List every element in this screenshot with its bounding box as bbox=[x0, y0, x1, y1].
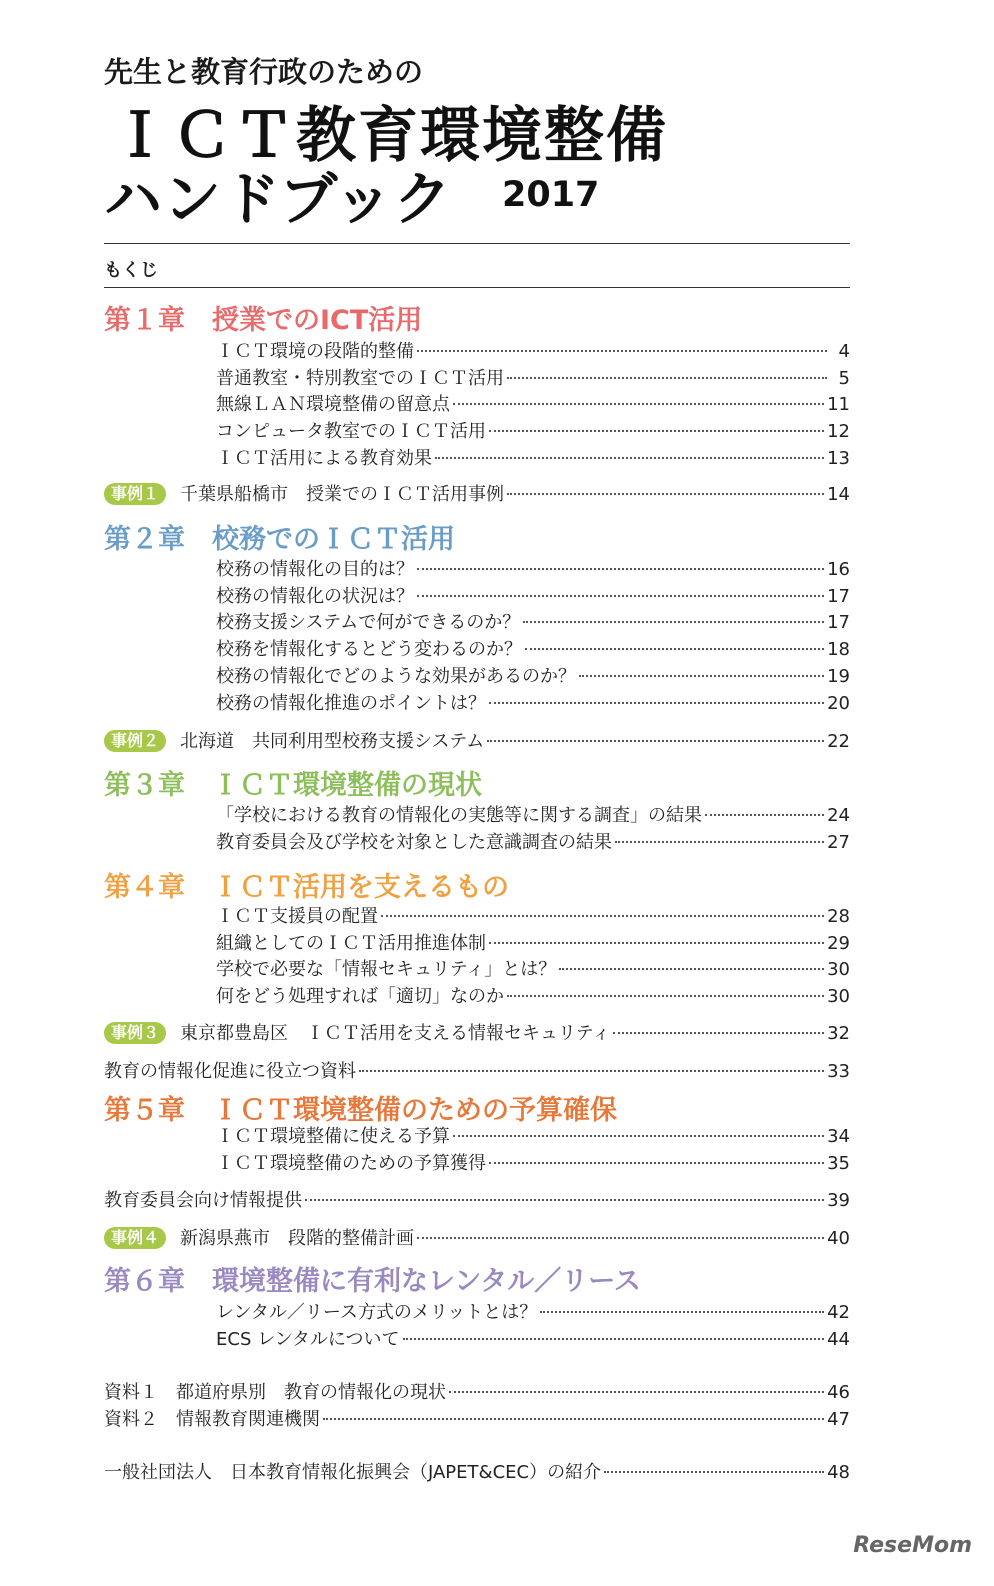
entry-page: 34 bbox=[827, 1126, 850, 1147]
toc-label: もくじ bbox=[104, 260, 158, 281]
leader-dots bbox=[705, 814, 824, 816]
toc-entry[interactable] bbox=[216, 1122, 850, 1148]
leader-dots bbox=[417, 350, 827, 352]
chapter-number: 第１章 bbox=[104, 305, 185, 336]
entry-title: ＩＣＴ環境整備のための予算獲得 bbox=[216, 1153, 486, 1174]
leader-dots bbox=[489, 702, 824, 704]
leader-dots bbox=[507, 493, 824, 495]
toc-entry[interactable] bbox=[216, 608, 850, 634]
case-badge: 事例２ bbox=[104, 730, 166, 752]
leader-dots bbox=[489, 942, 824, 944]
entry-title: 資料２ 情報教育関連機関 bbox=[104, 1409, 320, 1430]
chapter-title: 校務でのＩＣＴ活用 bbox=[212, 524, 455, 555]
chapter-number: 第２章 bbox=[104, 524, 185, 555]
entry-page: 39 bbox=[827, 1190, 850, 1211]
toc-entry[interactable] bbox=[216, 635, 850, 661]
toc-entry[interactable] bbox=[104, 1405, 850, 1431]
toc-entry[interactable] bbox=[216, 417, 850, 443]
toc-entry[interactable] bbox=[216, 801, 850, 827]
chapter-title: 授業でのICT活用 bbox=[212, 305, 423, 336]
chapter-number: 第３章 bbox=[104, 770, 185, 801]
edition-year: 2017 bbox=[502, 175, 600, 215]
toc-entry[interactable] bbox=[216, 390, 850, 416]
entry-page: 48 bbox=[827, 1462, 850, 1483]
chapter-number: 第５章 bbox=[104, 1095, 185, 1126]
leader-dots bbox=[525, 648, 824, 650]
chapter-2-heading bbox=[104, 517, 455, 556]
entry-title: 教育委員会向け情報提供 bbox=[104, 1190, 302, 1211]
entry-title: ＩＣＴ活用による教育効果 bbox=[216, 448, 432, 469]
entry-page: 32 bbox=[827, 1023, 850, 1044]
entry-title: 校務支援システムで何ができるのか？ bbox=[216, 612, 521, 633]
leader-dots bbox=[305, 1199, 824, 1201]
leader-dots bbox=[487, 740, 824, 742]
leader-dots bbox=[323, 1418, 824, 1420]
entry-title: 北海道 共同利用型校務支援システム bbox=[180, 731, 485, 752]
resemom-logo: ReseMom bbox=[853, 1533, 972, 1558]
entry-page: 17 bbox=[827, 586, 850, 607]
entry-title: ＩＣＴ支援員の配置 bbox=[216, 906, 378, 927]
leader-dots bbox=[417, 568, 824, 570]
leader-dots bbox=[449, 1391, 824, 1393]
entry-title: 無線ＬＡＮ環境整備の留意点 bbox=[216, 394, 450, 415]
leader-dots bbox=[615, 841, 824, 843]
entry-page: 40 bbox=[827, 1228, 850, 1249]
entry-title: レンタル／リース方式のメリットとは？ bbox=[216, 1302, 538, 1323]
leader-dots bbox=[417, 1237, 824, 1239]
toc-entry[interactable] bbox=[216, 902, 850, 928]
entry-title: コンピュータ教室でのＩＣＴ活用 bbox=[216, 421, 486, 442]
entry-title: 東京都豊島区 ＩＣＴ活用を支える情報セキュリティ bbox=[180, 1023, 611, 1044]
case-entry[interactable] bbox=[104, 1019, 850, 1045]
toc-entry[interactable] bbox=[216, 1325, 850, 1351]
toc-entry[interactable] bbox=[216, 828, 850, 854]
toc-entry[interactable] bbox=[104, 1057, 850, 1083]
leader-dots bbox=[507, 377, 827, 379]
leader-dots bbox=[507, 995, 824, 997]
leader-dots bbox=[540, 1311, 824, 1313]
case-entry[interactable] bbox=[104, 727, 850, 753]
chapter-title: ＩＣＴ活用を支えるもの bbox=[212, 872, 509, 903]
entry-title: 一般社団法人 日本教育情報化振興会（JAPET&CEC）の紹介 bbox=[104, 1462, 602, 1483]
leader-dots bbox=[489, 1162, 824, 1164]
leader-dots bbox=[435, 457, 824, 459]
entry-title: 教育の情報化促進に役立つ資料 bbox=[104, 1061, 356, 1082]
entry-page: 29 bbox=[827, 933, 850, 954]
chapter-title: ＩＣＴ環境整備の現状 bbox=[212, 770, 482, 801]
entry-page: 20 bbox=[827, 693, 850, 714]
entry-page: 47 bbox=[827, 1409, 850, 1430]
toc-entry[interactable] bbox=[216, 929, 850, 955]
entry-page: 44 bbox=[827, 1329, 850, 1350]
title-line-1: ＩＣＴ教育環境整備 bbox=[110, 101, 668, 171]
entry-title: 普通教室・特別教室でのＩＣＴ活用 bbox=[216, 368, 504, 389]
entry-title: 校務の情報化の状況は？ bbox=[216, 586, 414, 607]
entry-page: 14 bbox=[827, 484, 850, 505]
toc-entry[interactable] bbox=[104, 1378, 850, 1404]
entry-page: 18 bbox=[827, 639, 850, 660]
entry-title: ＩＣＴ環境整備に使える予算 bbox=[216, 1126, 450, 1147]
leader-dots bbox=[559, 968, 824, 970]
entry-page: 16 bbox=[827, 559, 850, 580]
entry-title: 組織としてのＩＣＴ活用推進体制 bbox=[216, 933, 486, 954]
entry-title: 学校で必要な「情報セキュリティ」とは？ bbox=[216, 959, 557, 980]
leader-dots bbox=[523, 621, 824, 623]
entry-page: 30 bbox=[827, 986, 850, 1007]
chapter-number: 第４章 bbox=[104, 872, 185, 903]
toc-entry[interactable] bbox=[216, 444, 850, 470]
leader-dots bbox=[453, 403, 824, 405]
entry-page: 13 bbox=[827, 448, 850, 469]
entry-page: 33 bbox=[827, 1061, 850, 1082]
toc-entry[interactable] bbox=[216, 662, 850, 688]
entry-title: ＩＣＴ環境の段階的整備 bbox=[216, 341, 414, 362]
entry-page: 46 bbox=[827, 1382, 850, 1403]
toc-entry[interactable] bbox=[216, 689, 850, 715]
toc-entry[interactable] bbox=[104, 1458, 850, 1484]
entry-page: 22 bbox=[827, 731, 850, 752]
chapter-title: 環境整備に有利なレンタル／リース bbox=[212, 1266, 641, 1297]
entry-title: ECS レンタルについて bbox=[216, 1329, 400, 1350]
entry-title: 何をどう処理すれば「適切」なのか bbox=[216, 986, 504, 1007]
entry-page: 11 bbox=[827, 394, 850, 415]
leader-dots bbox=[613, 1032, 824, 1034]
toc-entry[interactable] bbox=[216, 982, 850, 1008]
leader-dots bbox=[403, 1338, 825, 1340]
entry-title: 校務の情報化でどのような効果があるのか？ bbox=[216, 666, 576, 687]
entry-page: 42 bbox=[827, 1302, 850, 1323]
chapter-number: 第６章 bbox=[104, 1266, 185, 1297]
chapter-title: ＩＣＴ環境整備のための予算確保 bbox=[212, 1095, 617, 1126]
entry-title: 校務の情報化の目的は？ bbox=[216, 559, 414, 580]
leader-dots bbox=[453, 1135, 824, 1137]
subtitle: 先生と教育行政のための bbox=[104, 55, 424, 89]
entry-title: 新潟県燕市 段階的整備計画 bbox=[180, 1228, 415, 1249]
entry-page: 35 bbox=[827, 1153, 850, 1174]
case-entry[interactable] bbox=[104, 1224, 850, 1250]
toc-entry[interactable] bbox=[104, 1186, 850, 1212]
entry-title: 資料１ 都道府県別 教育の情報化の現状 bbox=[104, 1382, 446, 1403]
toc-divider bbox=[104, 287, 850, 288]
entry-page: 30 bbox=[827, 959, 850, 980]
chapter-6-heading bbox=[104, 1259, 641, 1298]
case-entry[interactable] bbox=[104, 480, 850, 506]
case-badge: 事例４ bbox=[104, 1227, 166, 1249]
entry-title: 教育委員会及び学校を対象とした意識調査の結果 bbox=[216, 832, 612, 853]
leader-dots bbox=[489, 430, 824, 432]
leader-dots bbox=[579, 675, 824, 677]
case-badge: 事例３ bbox=[104, 1022, 166, 1044]
entry-page: 27 bbox=[827, 832, 850, 853]
toc-entry[interactable] bbox=[216, 364, 850, 390]
toc-entry[interactable] bbox=[216, 555, 850, 581]
entry-page: 4 bbox=[838, 341, 850, 362]
leader-dots bbox=[381, 915, 824, 917]
entry-page: 12 bbox=[827, 421, 850, 442]
case-badge: 事例１ bbox=[104, 483, 166, 505]
toc-entry[interactable] bbox=[216, 337, 850, 363]
top-divider bbox=[104, 243, 850, 244]
entry-page: 17 bbox=[827, 612, 850, 633]
toc-entry[interactable] bbox=[216, 1298, 850, 1324]
leader-dots bbox=[359, 1070, 824, 1072]
chapter-3-heading bbox=[104, 763, 482, 802]
entry-page: 24 bbox=[827, 805, 850, 826]
entry-page: 28 bbox=[827, 906, 850, 927]
entry-title: 千葉県船橋市 授業でのＩＣＴ活用事例 bbox=[180, 484, 505, 505]
toc-entry[interactable] bbox=[216, 1149, 850, 1175]
chapter-4-heading bbox=[104, 865, 509, 904]
title-line-2: ハンドブック bbox=[104, 165, 453, 233]
leader-dots bbox=[417, 595, 824, 597]
entry-page: 19 bbox=[827, 666, 850, 687]
chapter-1-heading bbox=[104, 298, 422, 337]
entry-title: 校務を情報化するとどう変わるのか？ bbox=[216, 639, 522, 660]
toc-entry[interactable] bbox=[216, 582, 850, 608]
entry-page: 5 bbox=[838, 368, 850, 389]
toc-entry[interactable] bbox=[216, 955, 850, 981]
leader-dots bbox=[604, 1471, 824, 1473]
entry-title: 校務の情報化推進のポイントは？ bbox=[216, 693, 486, 714]
entry-title: 「学校における教育の情報化の実態等に関する調査」の結果 bbox=[216, 805, 702, 826]
